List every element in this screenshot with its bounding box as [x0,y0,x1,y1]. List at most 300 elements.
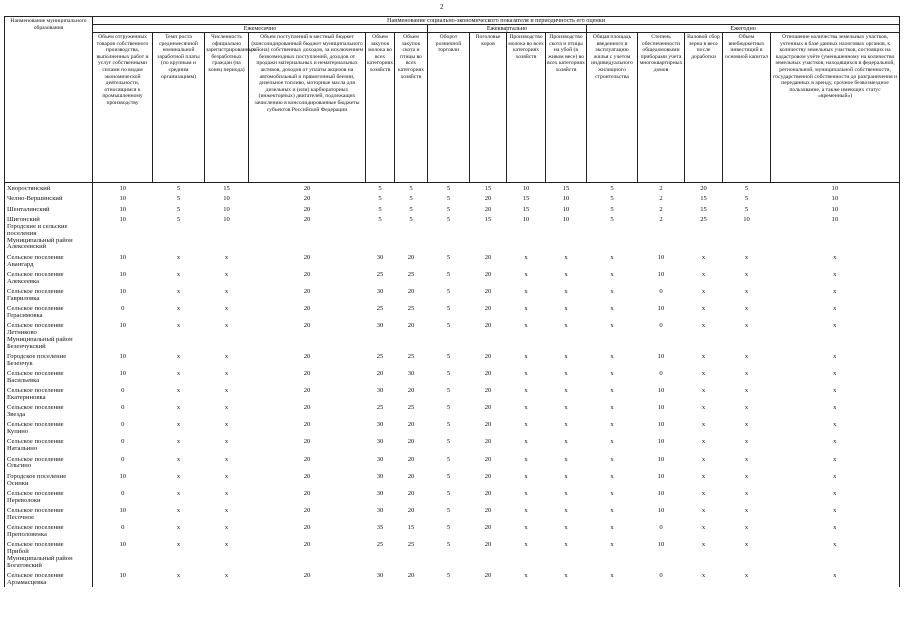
table-cell [685,262,723,269]
table-cell: 0 [93,385,153,395]
table-cell [685,563,723,570]
municipality-name: Сельское поселение [5,570,93,580]
table-cell: 5 [446,455,451,463]
municipality-name: Сельское поселение [5,286,93,296]
table-cell: 5 [409,205,413,213]
table-cell [249,231,366,238]
column-header: Валовой сбор зерна в весе после доработки [685,33,723,183]
table-cell [428,463,470,470]
table-cell [771,231,900,238]
table-cell: x [744,253,749,261]
table-cell [366,361,395,368]
table-cell: 5 [744,185,749,193]
period-header-yearly: Ежегодно [587,25,900,33]
table-cell [507,463,546,470]
table-cell: 5 [446,370,451,378]
table-cell: x [224,540,229,548]
municipality-name: Авангард [5,262,93,269]
table-cell: x [524,270,528,278]
table-cell [507,361,546,368]
table-cell [723,532,771,539]
table-cell: 25 [376,540,384,548]
table-cell: 20 [484,304,492,312]
table-cell [723,498,771,505]
table-cell: 20 [303,506,311,514]
municipality-name: Сельское поселение [5,487,93,497]
table-cell: 25 [407,540,415,548]
table-row [5,505,900,515]
table-cell [153,412,205,419]
table-cell: 20 [484,322,492,330]
table-cell [205,238,249,245]
municipality-name: Гавриловка [5,296,93,303]
table-cell [470,429,507,436]
table-cell [587,296,638,303]
table-cell: x [176,506,181,514]
table-cell [395,238,428,245]
table-cell: x [610,322,614,330]
table-cell [587,580,638,587]
table-cell [507,532,546,539]
table-cell: x [610,253,614,261]
table-cell [428,412,470,419]
table-cell [771,395,900,402]
table-cell [205,361,249,368]
table-cell [546,481,587,488]
table-cell: 15 [700,205,707,213]
table-cell: 0 [659,287,663,295]
table-cell [546,279,587,286]
table-cell [638,224,685,231]
table-cell [638,238,685,245]
table-cell: x [610,438,614,446]
table-cell [366,532,395,539]
table-cell [249,378,366,385]
table-cell: x [610,304,614,312]
table-cell: 5 [378,185,382,193]
table-cell [249,224,366,231]
table-cell: x [610,370,614,378]
table-cell [205,481,249,488]
table-cell: 5 [446,195,451,203]
table-cell: 10 [93,251,153,261]
table-cell [587,244,638,251]
table-cell [153,344,205,351]
table-cell: 5 [446,322,451,330]
table-cell [546,231,587,238]
table-cell: 20 [407,506,415,514]
municipality-name: Ольгино [5,463,93,470]
table-cell: 10 [93,539,153,549]
table-cell [395,395,428,402]
table-cell: x [701,472,706,480]
table-cell: x [564,472,568,480]
table-cell: x [701,370,706,378]
table-cell [205,330,249,337]
table-cell [470,279,507,286]
table-cell [470,556,507,563]
table-cell: x [610,571,614,579]
table-cell: x [224,455,229,463]
table-cell: x [224,352,229,360]
table-cell: x [701,489,706,497]
table-cell [93,429,153,436]
table-cell: 10 [93,470,153,480]
table-cell [366,446,395,453]
table-cell: x [771,436,900,446]
table-cell [638,481,685,488]
table-cell [587,262,638,269]
table-cell: x [771,351,900,361]
page-number: 2 [440,3,444,11]
table-cell: x [771,570,900,580]
table-cell: x [701,287,706,295]
table-cell: 5 [446,304,451,312]
table-cell [428,378,470,385]
column-header: Темп роста среднемесячной номинальной заработной платы (по крупным и средним организациям) [153,33,205,183]
table-cell: 5 [610,215,614,223]
table-cell [587,378,638,385]
table-cell: x [524,322,528,330]
table-row [5,522,900,532]
table-cell [723,344,771,351]
table-row [5,463,900,470]
table-cell [395,244,428,251]
table-cell: 10 [93,214,153,224]
table-cell: x [771,303,900,313]
table-cell [366,463,395,470]
table-cell [685,515,723,522]
table-cell [366,563,395,570]
table-cell [723,563,771,570]
table-cell [470,532,507,539]
table-cell: x [524,489,528,497]
table-cell: x [564,540,568,548]
table-cell: x [564,571,568,579]
table-cell: 25 [407,270,415,278]
table-cell: 20 [303,540,311,548]
table-cell [249,279,366,286]
period-header-monthly: Ежемесячно [93,25,428,33]
table-cell: x [610,270,614,278]
table-cell [507,244,546,251]
table-cell: 10 [93,351,153,361]
table-row [5,303,900,313]
table-cell [546,262,587,269]
table-cell: x [701,304,706,312]
table-cell: 0 [659,370,663,378]
table-cell: x [744,489,749,497]
table-cell: 30 [376,287,384,295]
table-cell: 5 [446,489,451,497]
table-cell [507,556,546,563]
table-cell: x [524,287,528,295]
municipality-name: Городские и сельские [5,224,93,231]
table-cell: x [564,304,568,312]
table-cell [470,395,507,402]
table-cell [587,463,638,470]
table-cell [93,344,153,351]
table-cell [395,446,428,453]
table-cell [93,463,153,470]
table-cell [771,378,900,385]
table-cell: x [176,253,181,261]
table-cell [428,344,470,351]
table-cell: 15 [407,523,415,531]
indicator-group-header: Наименование социально-экономического показателя и периодичность его оценки [93,17,900,25]
table-cell [470,481,507,488]
table-cell [507,498,546,505]
table-cell: 10 [562,205,570,213]
table-cell: x [224,253,229,261]
table-cell [587,481,638,488]
table-cell: 10 [93,268,153,278]
table-cell: 0 [93,303,153,313]
table-cell: x [224,387,229,395]
table-cell [546,224,587,231]
table-cell: x [224,370,229,378]
table-cell [366,378,395,385]
table-cell: x [701,455,706,463]
municipality-name: Алексеевка [5,279,93,286]
table-row [5,203,900,213]
table-cell [249,361,366,368]
table-cell: 5 [176,205,181,213]
table-cell: x [701,506,706,514]
table-cell: 2 [659,205,663,213]
table-cell: x [224,421,229,429]
table-row [5,395,900,402]
table-cell [249,429,366,436]
table-cell: 10 [771,193,900,203]
table-cell: 20 [484,253,492,261]
table-cell [685,395,723,402]
table-cell [470,361,507,368]
table-cell: x [771,539,900,549]
table-cell: 5 [176,185,181,193]
table-cell [153,429,205,436]
table-cell [587,412,638,419]
table-cell: 5 [446,523,451,531]
table-cell [366,498,395,505]
table-cell: x [176,472,181,480]
table-row [5,532,900,539]
table-cell: 5 [446,215,451,223]
table-cell [723,238,771,245]
table-cell: x [771,268,900,278]
table-cell [93,238,153,245]
column-header: Объем закупок скота и птицы во всех категориях хозяйств [395,33,428,183]
table-cell: 30 [376,506,384,514]
table-cell [93,330,153,337]
table-cell: x [176,455,181,463]
table-cell [205,412,249,419]
table-cell [395,262,428,269]
table-cell: x [564,352,568,360]
table-cell: 10 [657,472,665,480]
table-cell [723,463,771,470]
table-cell: x [224,506,229,514]
column-header: Поголовье коров [470,33,507,183]
municipality-name: Осинки [5,481,93,488]
municipality-name: Екатериновка [5,395,93,402]
table-cell: x [224,404,229,412]
table-cell [249,238,366,245]
table-cell [685,238,723,245]
table-cell: 20 [303,270,311,278]
table-cell: x [564,523,568,531]
table-cell: 10 [657,506,665,514]
table-cell: 5 [744,195,749,203]
table-cell [366,244,395,251]
table-cell [428,224,470,231]
table-cell: x [176,287,181,295]
table-cell [153,296,205,303]
table-cell [546,532,587,539]
table-cell [546,563,587,570]
table-cell: 5 [446,540,451,548]
table-cell [723,313,771,320]
municipality-name: Городское поселение [5,470,93,480]
table-cell: 20 [407,489,415,497]
table-cell [546,412,587,419]
table-cell [395,498,428,505]
table-row [5,385,900,395]
table-cell [205,279,249,286]
table-cell: 25 [376,352,384,360]
table-cell [249,481,366,488]
table-cell [153,532,205,539]
table-cell [395,224,428,231]
table-cell: 10 [657,404,665,412]
table-cell: x [176,438,181,446]
table-cell [546,556,587,563]
table-cell: x [564,322,568,330]
table-cell [723,556,771,563]
table-cell [205,556,249,563]
table-cell [546,361,587,368]
table-row [5,244,900,251]
table-cell: x [771,453,900,463]
table-cell [470,563,507,570]
table-cell: x [701,270,706,278]
table-cell: x [564,287,568,295]
table-cell: x [610,387,614,395]
table-cell [153,515,205,522]
table-cell [366,337,395,344]
table-cell: 20 [303,571,311,579]
table-row [5,251,900,261]
table-cell: x [524,506,528,514]
table-row [5,238,900,245]
table-cell [507,231,546,238]
table-cell: x [524,421,528,429]
table-cell: 20 [407,455,415,463]
table-cell: x [224,523,229,531]
table-cell: x [524,540,528,548]
table-row [5,498,900,505]
table-cell [153,231,205,238]
table-cell [428,262,470,269]
table-cell [546,498,587,505]
table-cell [771,262,900,269]
table-cell: 10 [522,215,530,223]
table-cell [587,238,638,245]
municipality-name: Челно-Вершинский [5,193,93,203]
table-cell [470,515,507,522]
table-cell [638,296,685,303]
table-cell: 30 [376,387,384,395]
table-cell: 0 [659,523,663,531]
table-cell [723,412,771,419]
table-cell: x [744,404,749,412]
table-cell: x [610,455,614,463]
municipality-name: Сельское поселение [5,385,93,395]
table-cell: 5 [378,215,382,223]
table-cell [249,262,366,269]
table-cell [470,244,507,251]
table-cell [366,549,395,556]
table-cell [723,549,771,556]
table-cell [395,549,428,556]
table-cell [366,344,395,351]
table-cell: 5 [446,438,451,446]
table-cell [685,463,723,470]
table-cell [153,481,205,488]
table-cell [249,313,366,320]
table-cell: 5 [446,352,451,360]
table-cell [685,330,723,337]
table-cell: 5 [409,195,413,203]
table-cell [395,429,428,436]
table-cell: 5 [610,185,614,193]
table-cell: x [564,455,568,463]
table-cell [507,429,546,436]
table-cell: x [744,270,749,278]
table-cell: 20 [484,421,492,429]
table-cell [685,231,723,238]
table-cell [205,549,249,556]
table-row [5,580,900,587]
table-cell: 10 [657,489,665,497]
table-cell [366,313,395,320]
table-cell: 20 [303,253,311,261]
table-cell [395,481,428,488]
table-cell [638,463,685,470]
table-cell: 0 [93,436,153,446]
table-cell [470,498,507,505]
table-cell: 20 [484,506,492,514]
table-cell [249,580,366,587]
table-row [5,224,900,231]
municipality-name: Безенчукский [5,344,93,351]
table-cell: x [176,387,181,395]
table-cell [638,580,685,587]
table-cell: x [224,571,229,579]
table-cell [395,330,428,337]
table-cell: x [564,438,568,446]
municipality-name: Сельское поселение [5,436,93,446]
table-cell [93,556,153,563]
table-cell: 10 [223,195,230,203]
table-cell: 0 [659,322,663,330]
table-cell: 20 [303,205,311,213]
table-cell: 20 [484,523,492,531]
table-cell [153,330,205,337]
table-cell [546,330,587,337]
table-cell: 10 [522,185,530,193]
table-row [5,515,900,522]
